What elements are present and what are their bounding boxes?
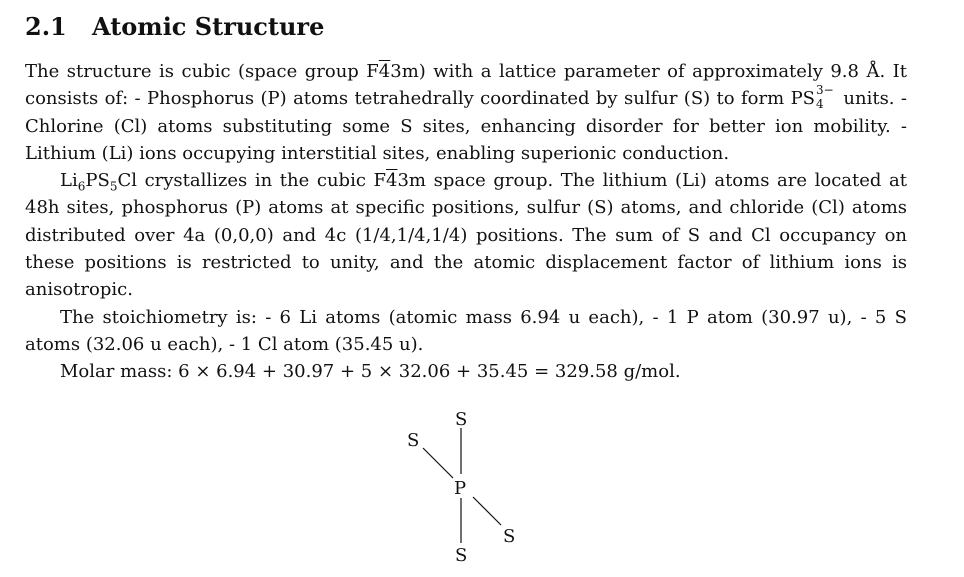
bond-upper-left	[423, 448, 453, 478]
body-text	[25, 58, 907, 386]
ps4-tetrahedron-diagram	[395, 400, 535, 570]
formula-ps: PS	[85, 170, 110, 192]
formula-subscript: 5	[109, 179, 118, 194]
atom-s-upper-left: S	[407, 430, 420, 451]
atom-s-top: S	[455, 409, 468, 430]
ion-subscript: 4	[816, 97, 824, 112]
atom-s-bottom: S	[455, 545, 468, 566]
text-run: 3m space group. The lithium (Li) atoms are located at 48h sites, phosphorus (P) atoms at specific positions, sulfur (S) atoms, and chloride (Cl) atoms distributed over 4a (0,0,0) and 4c (1/4,1/4,1/4) positions. The sum of S and Cl occupancy on these positions is restricted to unity, and the atomic displacement factor of lithium ions is anisotropic.	[25, 170, 907, 301]
text-run: Cl crystallizes in the cubic F	[117, 170, 387, 192]
space-group-bar-digit: 4	[386, 170, 398, 192]
paragraph-structure	[25, 58, 907, 167]
paragraph-crystallization	[25, 167, 907, 303]
paragraph-stoichiometry: The stoichiometry is: - 6 Li atoms (atomic mass 6.94 u each), - 1 P atom (30.97 u), - 5 S atoms (32.06 u each), - 1 Cl atom (35.45 u).	[25, 306, 907, 355]
ion-formula: PS	[790, 88, 816, 110]
formula-subscript: 6	[77, 179, 86, 194]
text-run: units. - Chlorine (Cl) atoms substituting some S sites, enhancing disorder for better ion mobility. - Lithium (Li) ions occupying interstitial sites, enabling superionic conduction.	[25, 88, 907, 164]
text-run: 3m) with a lattice parameter of approximately 9.8 Å. It consists of: - Phosphorus (P) atoms tetrahedrally coordinated by sulfur (S) to form	[25, 61, 907, 110]
formula-li: Li	[60, 170, 78, 192]
section-title: Atomic Structure	[92, 12, 325, 41]
paragraph-molar-mass: Molar mass: 6 × 6.94 + 30.97 + 5 × 32.06 + 35.45 = 329.58 g/mol.	[60, 361, 681, 383]
ion-scripts	[815, 83, 837, 112]
space-group-bar-digit: 4	[378, 61, 391, 82]
atom-p-center: P	[454, 478, 467, 499]
section-heading	[25, 10, 324, 44]
section-number: 2.1	[25, 12, 67, 41]
ion-charge: 3−	[816, 83, 834, 98]
bond-lower-right	[473, 497, 501, 525]
text-run: The structure is cubic (space group F	[25, 61, 379, 82]
atom-s-lower-right: S	[503, 526, 516, 547]
